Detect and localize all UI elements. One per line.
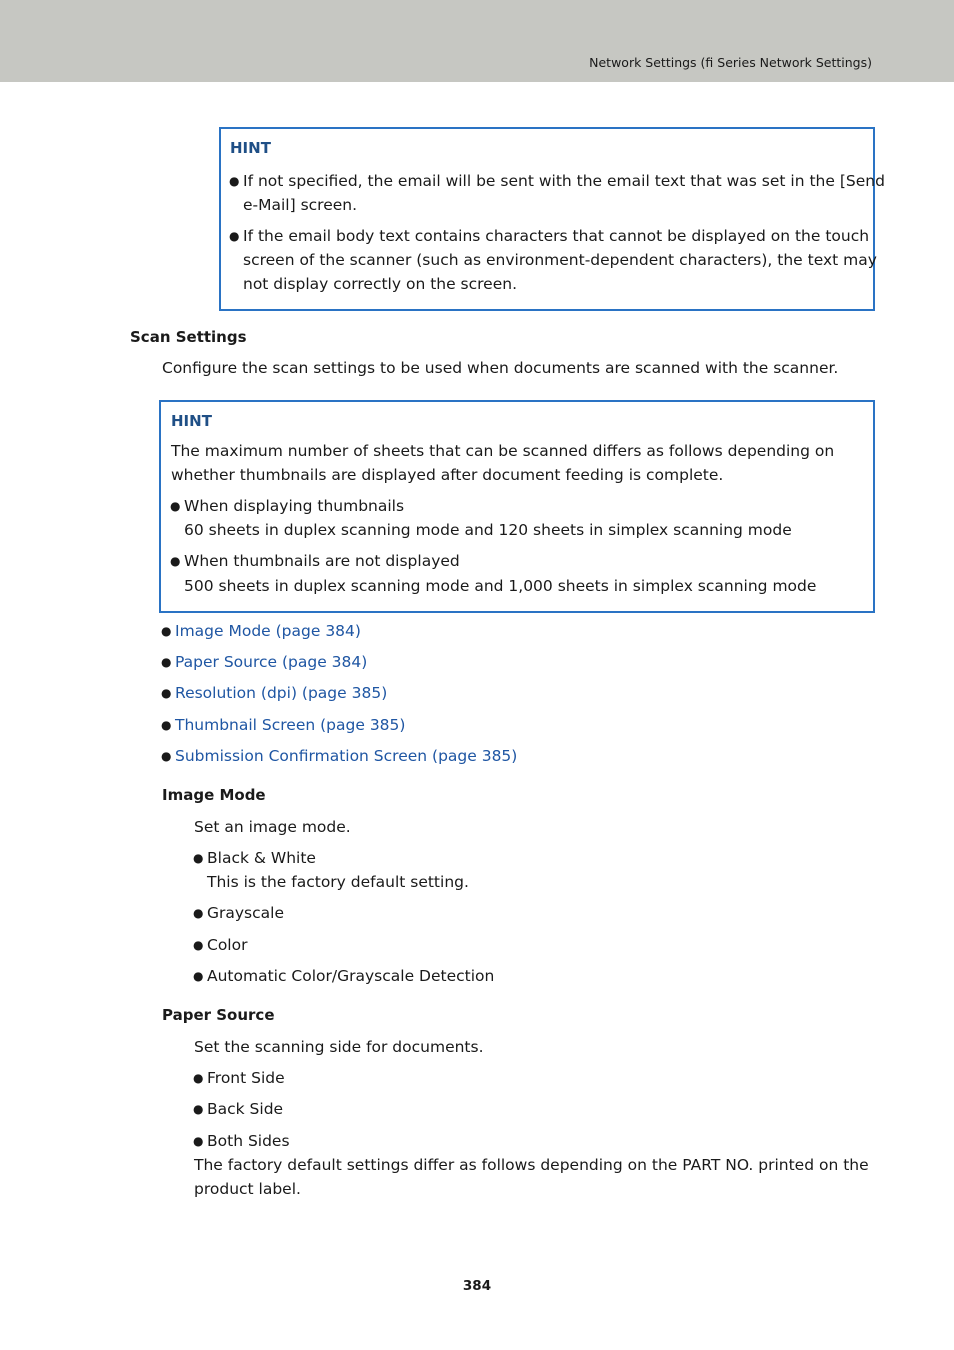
bullet-icon: ● [229,229,240,243]
paper-source-option: Front Side [207,1069,285,1087]
bullet-icon: ● [161,749,172,763]
page-number: 384 [462,1278,492,1294]
subsection-heading-image-mode: Image Mode [162,786,266,804]
bullet-icon: ● [193,851,204,865]
bullet-icon: ● [193,938,204,952]
section-heading-scan-settings: Scan Settings [130,328,247,346]
link-thumbnail-screen[interactable]: Thumbnail Screen (page 385) [175,716,406,734]
bullet-icon: ● [161,686,172,700]
hint-label: HINT [230,139,271,157]
running-header-title: Network Settings (fi Series Network Settings) [589,55,872,70]
hint-bullet-text: If not specified, the email will be sent with the email text that was set in the [Send [243,172,885,190]
subsection-heading-paper-source: Paper Source [162,1006,275,1024]
image-mode-option: Automatic Color/Grayscale Detection [207,967,495,985]
bullet-icon: ● [161,624,172,638]
hint-item-detail: 500 sheets in duplex scanning mode and 1,000 sheets in simplex scanning mode [184,577,817,595]
hint-item-detail: 60 sheets in duplex scanning mode and 120 sheets in simplex scanning mode [184,521,792,539]
link-paper-source[interactable]: Paper Source (page 384) [175,653,368,671]
hint-item-title: When thumbnails are not displayed [184,552,460,570]
image-mode-option: Grayscale [207,904,284,922]
bullet-icon: ● [161,718,172,732]
image-mode-description: Set an image mode. [194,818,351,836]
image-mode-default-note: This is the factory default setting. [207,873,469,891]
hint-bullet-text: screen of the scanner (such as environment-dependent characters), the text may [243,251,877,269]
link-resolution[interactable]: Resolution (dpi) (page 385) [175,684,388,702]
hint-item-title: When displaying thumbnails [184,497,405,515]
hint-bullet-text: If the email body text contains characters that cannot be displayed on the touch [243,227,870,245]
scan-settings-description: Configure the scan settings to be used when documents are scanned with the scanner. [162,359,839,377]
bullet-icon: ● [193,969,204,983]
bullet-icon: ● [193,1134,204,1148]
image-mode-option: Black & White [207,849,316,867]
hint-bullet-text: not display correctly on the screen. [243,275,518,293]
hint-label: HINT [171,412,212,430]
link-image-mode[interactable]: Image Mode (page 384) [175,622,361,640]
paper-source-note: product label. [194,1180,301,1198]
bullet-icon: ● [170,554,181,568]
paper-source-note: The factory default settings differ as follows depending on the PART NO. printed on the [194,1156,869,1174]
bullet-icon: ● [193,1102,204,1116]
paper-source-option: Back Side [207,1100,284,1118]
paper-source-option: Both Sides [207,1132,290,1150]
hint-intro-text: The maximum number of sheets that can be scanned differs as follows depending on [171,442,835,460]
image-mode-option: Color [207,936,248,954]
bullet-icon: ● [161,655,172,669]
bullet-icon: ● [170,499,181,513]
bullet-icon: ● [229,174,240,188]
hint-intro-text: whether thumbnails are displayed after document feeding is complete. [171,466,724,484]
paper-source-description: Set the scanning side for documents. [194,1038,484,1056]
bullet-icon: ● [193,906,204,920]
bullet-icon: ● [193,1071,204,1085]
link-submission-confirmation[interactable]: Submission Confirmation Screen (page 385) [175,747,518,765]
hint-bullet-text: e-Mail] screen. [243,196,358,214]
